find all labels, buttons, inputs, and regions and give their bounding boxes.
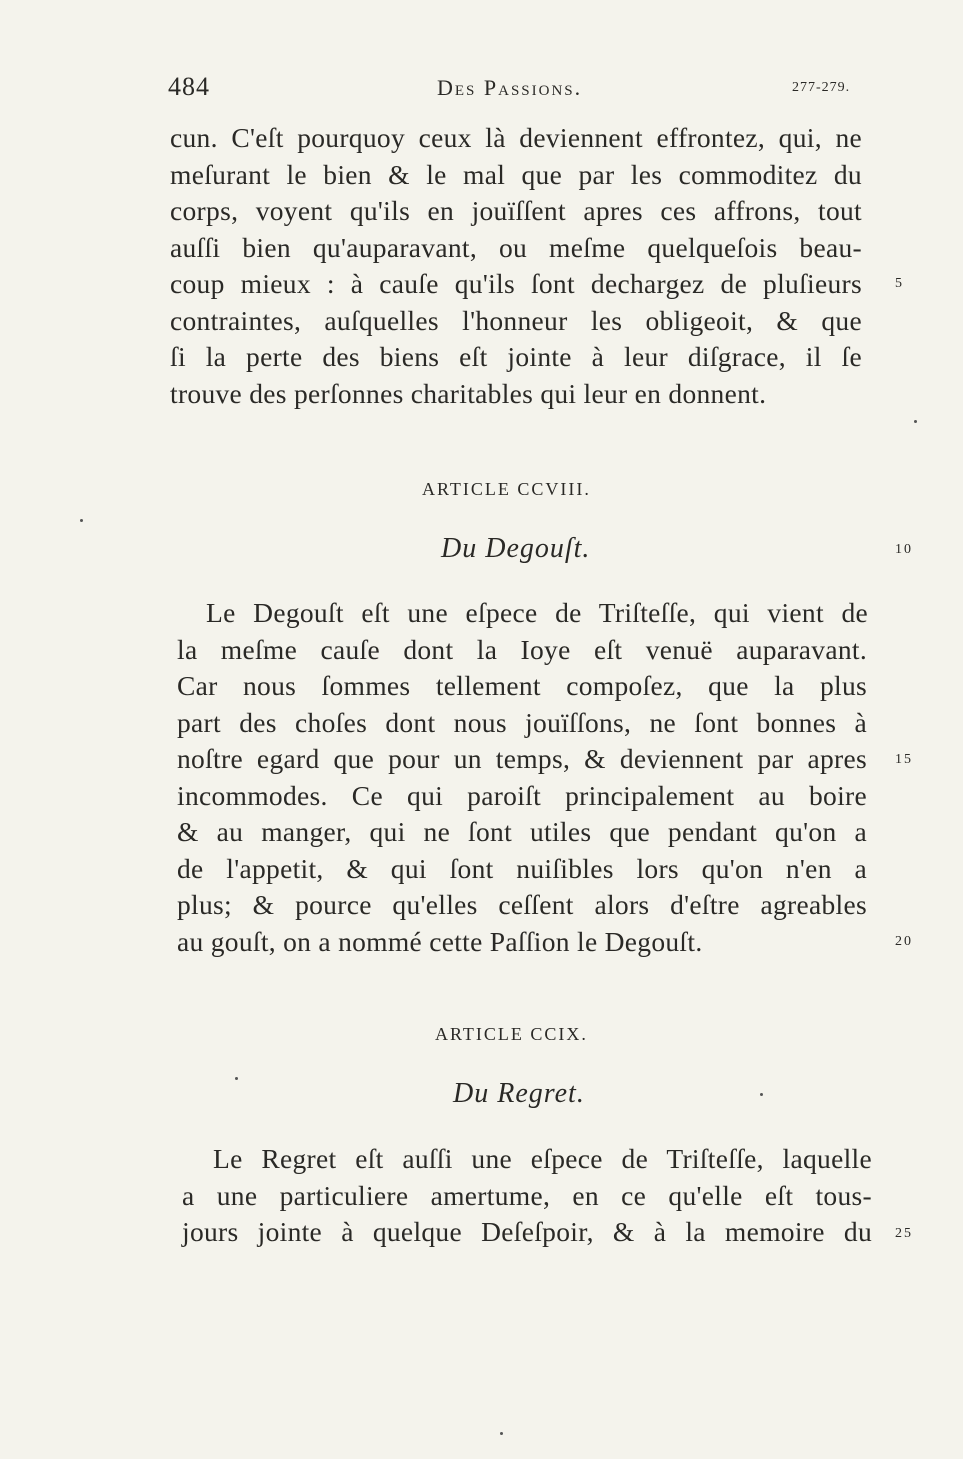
- scan-speck: [235, 1077, 238, 1080]
- text-line: la meſme cauſe dont la Ioye eſt venuë auparavant.: [177, 634, 867, 665]
- text-line: part des choſes dont nous jouïſſons, ne ſont bonnes à: [177, 707, 867, 738]
- text-line: cun. C'eſt pourquoy ceux là deviennent effrontez, qui, ne: [170, 122, 862, 153]
- scan-speck: [914, 420, 917, 423]
- text-line: a une particuliere amertume, en ce qu'elle eſt tous-: [182, 1180, 872, 1211]
- scan-speck: [500, 1432, 503, 1435]
- text-line: & au manger, qui ne ſont utiles que pendant qu'on a: [177, 816, 867, 847]
- text-line: Le Degouſt eſt une eſpece de Triſteſſe, qui vient de: [206, 597, 868, 628]
- line-number: 25: [895, 1226, 913, 1241]
- text-line: au gouſt, on a nommé cette Paſſion le Degouſt.: [177, 926, 703, 957]
- running-title: Des Passions.: [437, 75, 583, 100]
- text-line: noſtre egard que pour un temps, & deviennent par apres: [177, 743, 867, 774]
- text-line: corps, voyent qu'ils en jouïſſent apres ces affrons, tout: [170, 195, 862, 226]
- text-line: Le Regret eſt auſſi une eſpece de Triſteſſe, laquelle: [213, 1143, 872, 1174]
- line-number: 10: [895, 542, 913, 557]
- page-number: 484: [168, 72, 210, 101]
- text-line: auſſi bien qu'auparavant, ou meſme quelqueſois beau-: [170, 232, 862, 263]
- scan-speck: [760, 1093, 763, 1096]
- text-line: trouve des perſonnes charitables qui leur en donnent.: [170, 378, 767, 409]
- line-number: 15: [895, 752, 913, 767]
- scan-speck: [80, 519, 83, 522]
- article-range: 277-279.: [792, 80, 851, 95]
- line-number: 20: [895, 934, 913, 949]
- text-line: jours jointe à quelque Deſeſpoir, & à la memoire du: [182, 1216, 872, 1247]
- text-line: plus; & pource qu'elles ceſſent alors d'eſtre agreables: [177, 889, 867, 920]
- text-line: incommodes. Ce qui paroiſt principalement au boire: [177, 780, 867, 811]
- article-heading: ARTICLE CCIX.: [435, 1024, 588, 1044]
- text-line: coup mieux : à cauſe qu'ils ſont dechargez de pluſieurs: [170, 268, 862, 299]
- article-heading: ARTICLE CCVIII.: [422, 479, 591, 499]
- text-line: ſi la perte des biens eſt jointe à leur diſgrace, il ſe: [170, 341, 862, 372]
- section-title: Du Regret.: [453, 1078, 585, 1109]
- text-line: de l'appetit, & qui ſont nuiſibles lors qu'on n'en a: [177, 853, 867, 884]
- text-line: meſurant le bien & le mal que par les commoditez du: [170, 159, 862, 190]
- line-number: 5: [895, 276, 904, 291]
- section-title: Du Degouſt.: [441, 533, 591, 564]
- text-line: contraintes, auſquelles l'honneur les obligeoit, & que: [170, 305, 862, 336]
- text-line: Car nous ſommes tellement compoſez, que la plus: [177, 670, 867, 701]
